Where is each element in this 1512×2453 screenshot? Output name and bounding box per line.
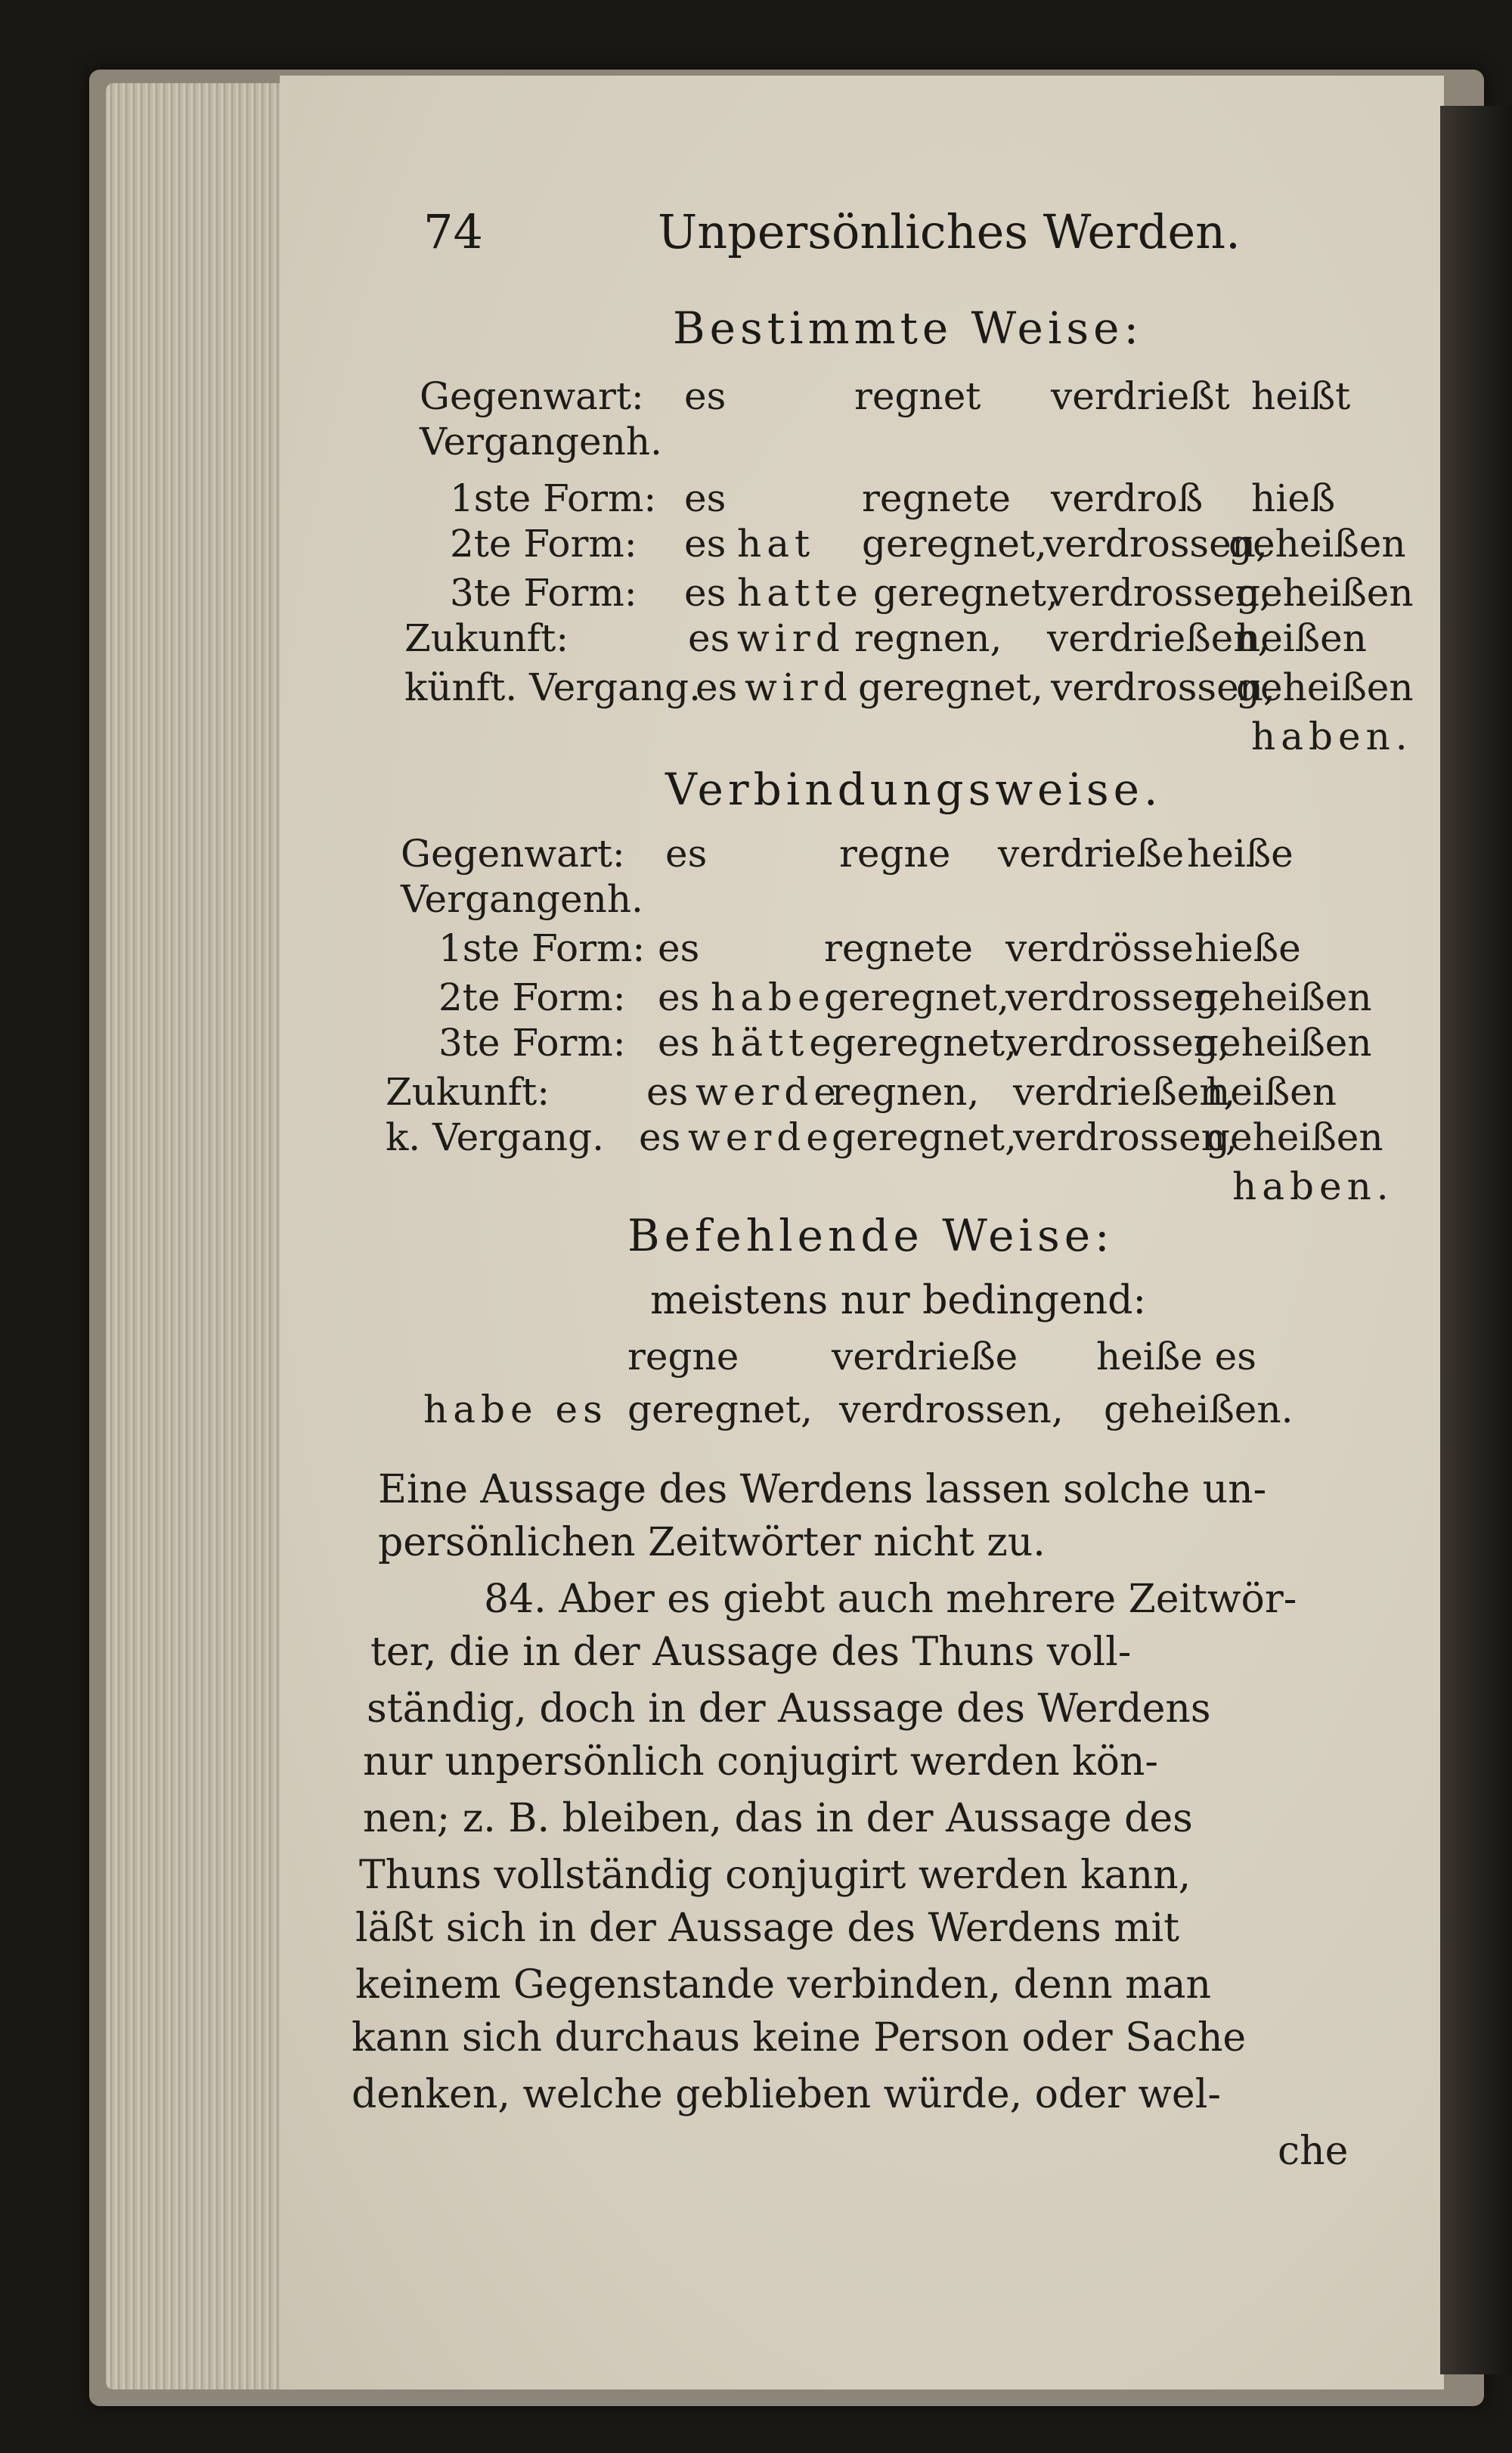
row-pronoun: es [684,476,727,520]
text-line: ständig, doch in der Aussage des Werdens [367,1686,1211,1732]
row-form-verdriessen: verdrossen, [839,1388,1064,1431]
text-line: nur unpersönlich conjugirt werden kön- [363,1739,1158,1785]
section-subtitle-befehlende: meistens nur bedingend: [650,1278,1146,1323]
row-form-heissen: geheißen [1236,665,1414,709]
row-label: Vergangenh. [401,877,643,921]
row-form-heissen: heißen [1236,616,1367,660]
running-title: Unpersönliches Werden. [658,204,1241,259]
row-pronoun: es [684,522,727,566]
row-form-heissen: hieße [1194,926,1301,970]
section-title-befehlende: Befehlende Weise: [627,1210,1114,1261]
row-pronoun: es [646,1070,689,1114]
row-form-regnen: regne [627,1335,739,1378]
row-pronoun: es [665,832,708,876]
row-form-verdriessen: verdrießt [1051,374,1230,418]
row-form-haben: haben. [1232,1164,1394,1208]
row-pronoun: es [658,1021,700,1065]
text-line: ter, die in der Aussage des Thuns voll- [370,1630,1132,1675]
row-form-verdriessen: verdrieße [998,832,1185,876]
row-pronoun: es [684,571,727,615]
text-line: läßt sich in der Aussage des Werdens mit [355,1906,1180,1951]
row-form-heissen: geheißen [1228,522,1406,566]
row-auxiliary: wird [745,665,853,709]
row-form-regnen: geregnet, [862,522,1047,566]
text-line: keinem Gegenstande verbinden, denn man [355,1962,1211,2008]
text-line: kann sich durchaus keine Person oder Sache [352,2015,1247,2061]
row-form-verdriessen: verdrossen, [1005,1021,1230,1065]
row-form-verdriessen: verdroß [1051,476,1204,520]
row-pronoun: es [696,665,738,709]
row-pronoun: es [658,926,700,970]
row-form-heissen: hieß [1251,476,1336,520]
row-auxiliary: hat [737,522,816,566]
row-form-heissen: geheißen [1194,1021,1372,1065]
row-form-verdriessen: verdrossen, [1013,1115,1238,1159]
page-number: 74 [423,204,483,259]
row-form-regnen: regnen, [854,616,1002,660]
row-form-regnen: regnete [824,926,973,970]
row-form-regnen: regnen, [832,1070,980,1114]
text-line: Thuns vollständig conjugirt werden kann, [359,1853,1191,1898]
row-form-verdriessen: verdrießen, [1047,616,1270,660]
row-form-regnen: regne [839,832,951,876]
row-label: Zukunft: [386,1070,550,1114]
text-line: nen; z. B. bleiben, das in der Aussage des [363,1796,1193,1841]
row-label: 3te Form: [438,1021,626,1065]
row-label: Gegenwart: [401,832,625,876]
section-title-bestimmte: Bestimmte Weise: [673,302,1144,354]
facing-page-shadow [1440,106,1512,2374]
row-auxiliary: hatte [737,571,863,615]
row-form-regnen: geregnet, [832,1021,1017,1065]
text-line: Eine Aussage des Werdens lassen solche un- [378,1467,1267,1512]
row-form-verdriessen: verdrossen, [1047,571,1272,615]
row-form-verdriessen: verdrossen, [1005,975,1230,1019]
row-label: 2te Form: [438,975,626,1019]
row-label: künft. Vergang. [404,665,702,709]
row-auxiliary: wird [737,616,845,660]
page-edges [106,83,287,2389]
row-label: Vergangenh. [420,420,662,464]
row-form-verdriessen: verdrossen, [1043,522,1268,566]
row-form-haben: haben. [1251,715,1413,758]
row-form-verdriessen: verdrossen, [1051,665,1275,709]
text-line: persönlichen Zeitwörter nicht zu. [378,1520,1046,1565]
row-form-verdriessen: verdrösse [1005,926,1194,970]
row-form-heissen: heißt [1251,374,1351,418]
row-label: 1ste Form: [450,476,657,520]
row-label: Zukunft: [404,616,569,660]
row-label: 1ste Form: [438,926,646,970]
text-line: denken, welche geblieben würde, oder wel- [352,2072,1221,2117]
row-form-regnen: regnet [854,374,981,418]
row-auxiliary: habe [711,975,826,1019]
row-label: Gegenwart: [420,374,644,418]
row-pronoun: es [639,1115,681,1159]
row-form-verdriessen: verdrieße [832,1335,1018,1378]
row-form-regnen: geregnet, [824,975,1009,1019]
row-form-heissen: heiße [1187,832,1294,876]
row-form-regnen: regnete [862,476,1011,520]
row-auxiliary: werde [688,1115,834,1159]
row-form-regnen: geregnet, [858,665,1043,709]
row-lead: habe es [423,1388,608,1431]
row-auxiliary: hätte [711,1021,837,1065]
section-title-verbindungsweise: Verbindungsweise. [665,764,1163,815]
row-form-regnen: geregnet, [832,1115,1017,1159]
row-label: k. Vergang. [386,1115,605,1159]
row-pronoun: es [688,616,730,660]
row-form-heissen: heißen [1206,1070,1337,1114]
row-form-verdriessen: verdrießen, [1013,1070,1236,1114]
row-form-heissen: heiße es [1096,1335,1256,1378]
row-pronoun: es [684,374,727,418]
row-form-heissen: geheißen [1236,571,1414,615]
row-form-regnen: geregnet, [627,1388,813,1431]
row-form-heissen: geheißen [1206,1115,1383,1159]
row-form-regnen: geregnet, [873,571,1058,615]
row-form-heissen: geheißen. [1104,1388,1294,1431]
row-label: 3te Form: [450,571,637,615]
row-label: 2te Form: [450,522,637,566]
text-line: 84. Aber es giebt auch mehrere Zeitwör- [484,1577,1297,1622]
text-line: che [1278,2129,1349,2174]
row-auxiliary: werde [696,1070,841,1114]
row-form-heissen: geheißen [1194,975,1372,1019]
row-pronoun: es [658,975,700,1019]
